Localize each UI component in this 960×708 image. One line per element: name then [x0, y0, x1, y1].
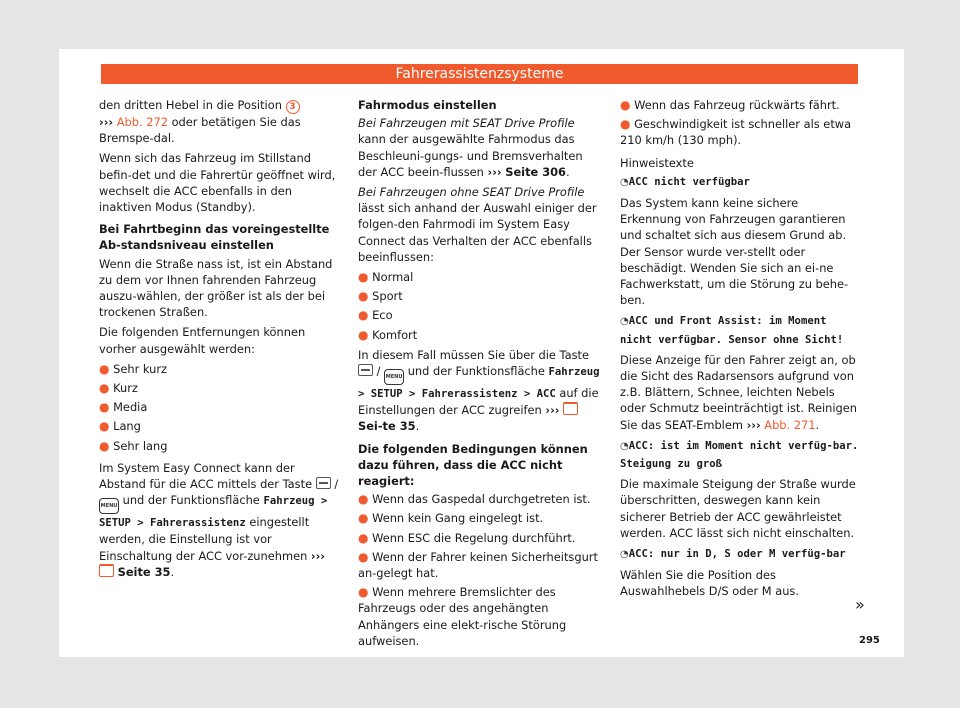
acc-gauge-icon: ◔ — [620, 316, 629, 328]
list-item — [358, 530, 600, 546]
warning-message — [620, 437, 862, 472]
list-item-label: Sehr lang — [113, 438, 168, 453]
list-item-label: Sport — [372, 289, 403, 304]
text: eingestellt werden, die Einstellung ist vor Einschaltung der ACC vor-zunehmen — [99, 515, 311, 563]
page-number: 295 — [859, 635, 880, 646]
list-item-label: Normal — [372, 270, 414, 285]
arrow-ref-icon: ››› — [99, 115, 114, 129]
list-item-label: Sehr kurz — [113, 361, 167, 376]
paragraph: Bei Fahrzeugen mit SEAT Drive Profile kann der ausgewählte Fahrmodus das Beschleuni-gungs- und Bremsverhalten der ACC beein-flussen ››› Seite 306. — [358, 116, 583, 179]
manual-page — [59, 49, 904, 657]
list-item — [99, 418, 341, 434]
list-item-label: Eco — [372, 308, 393, 323]
warning-text: ACC: nur in D, S oder M verfüg-bar — [628, 548, 846, 561]
warning-message — [620, 312, 862, 347]
bullet-icon: ● — [99, 419, 110, 434]
warning-text: ACC: ist im Moment nicht verfüg-bar. Steigung zu groß — [620, 439, 859, 471]
bullet-icon: ● — [358, 585, 369, 600]
bullet-icon: ● — [358, 327, 369, 342]
warning-message — [620, 173, 862, 191]
paragraph: Die maximale Steigung der Straße wurde überschritten, deswegen kann kein sicherer Betrieb der ACC gewährleistet werden. ACC lässt sich nicht einschalten. — [620, 477, 856, 540]
italic-text: Bei Fahrzeugen ohne SEAT Drive Profile — [358, 185, 585, 200]
paragraph: Das System kann keine sichere Erkennung von Fahrzeugen garantieren und schaltet sich aus diesem Grund ab. Der Sensor wurde ver-stellt oder beschädigt. Wenden Sie sich an ei-ne Fachwerkstatt, um die Störung zu behe-ben. — [620, 196, 849, 308]
column-3 — [620, 97, 862, 604]
list-item-label: Lang — [113, 419, 141, 434]
book-icon — [99, 564, 114, 577]
list-item — [99, 380, 341, 396]
menu-button-icon: MENU — [99, 498, 119, 514]
bullet-icon: ● — [358, 492, 369, 507]
paragraph — [99, 97, 341, 146]
text: In diesem Fall müssen Sie über die Taste — [358, 347, 589, 362]
bullet-icon: ● — [358, 530, 369, 545]
page-link[interactable]: Seite 35 — [117, 564, 171, 579]
list-item-label: Wenn das Gaspedal durchgetreten ist. — [372, 492, 591, 507]
list-item-label: Media — [113, 400, 148, 415]
page-header: Fahrerassistenzsysteme — [101, 64, 858, 84]
warning-message — [620, 545, 862, 563]
column-2 — [358, 97, 600, 652]
italic-text: Bei Fahrzeugen mit SEAT Drive Profile — [358, 116, 575, 131]
list-item — [358, 269, 600, 285]
list-item-label: Geschwindigkeit ist schneller als etwa 210 km/h (130 mph). — [620, 117, 852, 148]
arrow-ref-icon: ››› — [545, 403, 560, 418]
arrow-ref-icon: ››› — [746, 417, 761, 432]
page-link[interactable]: Sei-te 35 — [358, 419, 416, 434]
figure-link[interactable]: Abb. 272 — [116, 115, 168, 129]
list-item-label: Komfort — [372, 327, 418, 342]
list-item — [358, 510, 600, 526]
paragraph: Im System Easy Connect kann der Abstand für die ACC mittels der Taste / MENU und der Funktionsfläche Fahrzeug > SETUP > Fahrerassistenz eingestellt werden, die Einstellung ist vor Einschaltung der ACC vor-zunehmen ››› Seite 35. — [99, 460, 339, 579]
bullet-icon: ● — [620, 98, 631, 112]
list-item — [99, 361, 341, 377]
car-key-icon — [358, 364, 373, 376]
list-item — [358, 288, 600, 304]
list-item — [358, 549, 600, 581]
arrow-ref-icon: ››› — [487, 164, 502, 179]
acc-gauge-icon: ◔ — [620, 176, 629, 188]
paragraph: Diese Anzeige für den Fahrer zeigt an, ob die Sicht des Radarsensors aufgrund von z.B. Blättern, Schnee, leichten Nebels oder Schmutz beeinträchtigt ist. Reinigen Sie das SEAT-Emblem ››› Abb. 271. — [620, 352, 858, 432]
paragraph: Wenn sich das Fahrzeug im Stillstand befin-det und die Fahrertür geöffnet wird, wechselt die ACC ebenfalls in den inaktiven Modus (Standby). — [99, 151, 336, 215]
section-heading: Fahrmodus einstellen — [358, 98, 497, 112]
text: und der Funktionsfläche — [119, 493, 264, 508]
warning-text: ACC und Front Assist: im Moment nicht verfügbar. Sensor ohne Sicht! — [620, 315, 844, 346]
bullet-icon: ● — [358, 308, 369, 323]
bullet-icon: ● — [358, 549, 369, 564]
book-icon — [563, 402, 578, 415]
text: den dritten Hebel in die Position — [99, 98, 286, 112]
bullet-icon: ● — [620, 117, 631, 132]
list-item — [620, 116, 862, 148]
text: kann der ausgewählte Fahrmodus das Beschleuni-gungs- und Bremsverhalten der ACC beein-flussen — [358, 132, 583, 179]
text: Diese Anzeige für den Fahrer zeigt an, ob die Sicht des Radarsensors aufgrund von z.B. Blättern, Schnee, leichten Nebels oder Schmutz beeinträchtigt ist. Reinigen Sie das SEAT-Emblem — [620, 352, 858, 432]
list-item — [358, 584, 600, 649]
bullet-icon: ● — [99, 438, 110, 453]
paragraph: Die folgenden Entfernungen können vorher ausgewählt werden: — [99, 325, 306, 356]
text: . — [170, 564, 175, 579]
list-item — [358, 307, 600, 323]
bullet-icon: ● — [358, 270, 369, 285]
arrow-ref-icon: ››› — [310, 548, 326, 563]
text: Im System Easy Connect kann der Abstand für die ACC mittels der Taste — [99, 460, 316, 492]
continue-marker: » — [855, 595, 865, 614]
text: und der Funktionsfläche — [404, 364, 549, 379]
section-heading: Bei Fahrtbeginn das voreingestellte Ab-standsniveau einstellen — [99, 222, 330, 253]
list-item-label: Wenn kein Gang eingelegt ist. — [372, 511, 544, 526]
callout-number: 3 — [286, 100, 300, 114]
paragraph: Wählen Sie die Position des Auswahlhebels D/S oder M aus. — [620, 568, 799, 599]
bullet-icon: ● — [99, 381, 110, 396]
list-item — [358, 327, 600, 343]
list-item — [620, 97, 862, 113]
bullet-icon: ● — [358, 511, 369, 526]
bullet-icon: ● — [99, 361, 110, 376]
list-item-label: Wenn das Fahrzeug rückwärts fährt. — [634, 98, 840, 112]
page-link[interactable]: Seite 306 — [505, 164, 566, 179]
bullet-icon: ● — [358, 289, 369, 304]
text: oder betätigen Sie das Bremspe-dal. — [99, 115, 301, 146]
list-item-label: Wenn ESC die Regelung durchführt. — [372, 530, 576, 545]
list-item-label: Kurz — [113, 381, 138, 396]
section-heading: Hinweistexte — [620, 155, 694, 170]
paragraph: Wenn die Straße nass ist, ist ein Abstand zu dem vor Ihnen fahrenden Fahrzeug auszu-wählen, der größer ist als der bei trockenen Straßen. — [99, 256, 333, 320]
acc-gauge-icon: ◔ — [620, 440, 629, 452]
list-item — [99, 438, 341, 454]
menu-path: Fahrzeug > SETUP > Fahrerassistenz > ACC — [358, 366, 600, 401]
section-heading: Die folgenden Bedingungen können dazu führen, dass die ACC nicht reagiert: — [358, 441, 588, 489]
list-item-label: Wenn der Fahrer keinen Sicherheitsgurt an-gelegt hat. — [358, 549, 598, 581]
text: lässt sich anhand der Auswahl einiger der folgen-den Fahrmodi im System Easy Connect das Verhalten der ACC ebenfalls beeinflussen: — [358, 201, 597, 264]
list-item-label: Wenn mehrere Bremslichter des Fahrzeugs oder des angehängten Anhängers eine elekt-rische Störung aufweisen. — [358, 585, 567, 648]
paragraph — [358, 184, 600, 265]
warning-text: ACC nicht verfügbar — [628, 175, 750, 188]
bullet-icon: ● — [99, 400, 110, 415]
column-1 — [99, 97, 341, 584]
text: auf die Einstellungen der ACC zugreifen — [358, 386, 599, 418]
figure-link[interactable]: Abb. 271 — [764, 417, 816, 432]
menu-button-icon: MENU — [384, 369, 404, 385]
list-item — [99, 399, 341, 415]
paragraph: In diesem Fall müssen Sie über die Taste / MENU und der Funktionsfläche Fahrzeug > SETUP > Fahrerassistenz > ACC auf die Einstellungen der ACC zugreifen ››› Sei-te 35. — [358, 347, 600, 434]
menu-path: Fahrzeug > SETUP > Fahrerassistenz — [99, 495, 328, 530]
acc-gauge-icon: ◔ — [620, 549, 629, 561]
list-item — [358, 491, 600, 507]
car-key-icon — [316, 477, 331, 489]
